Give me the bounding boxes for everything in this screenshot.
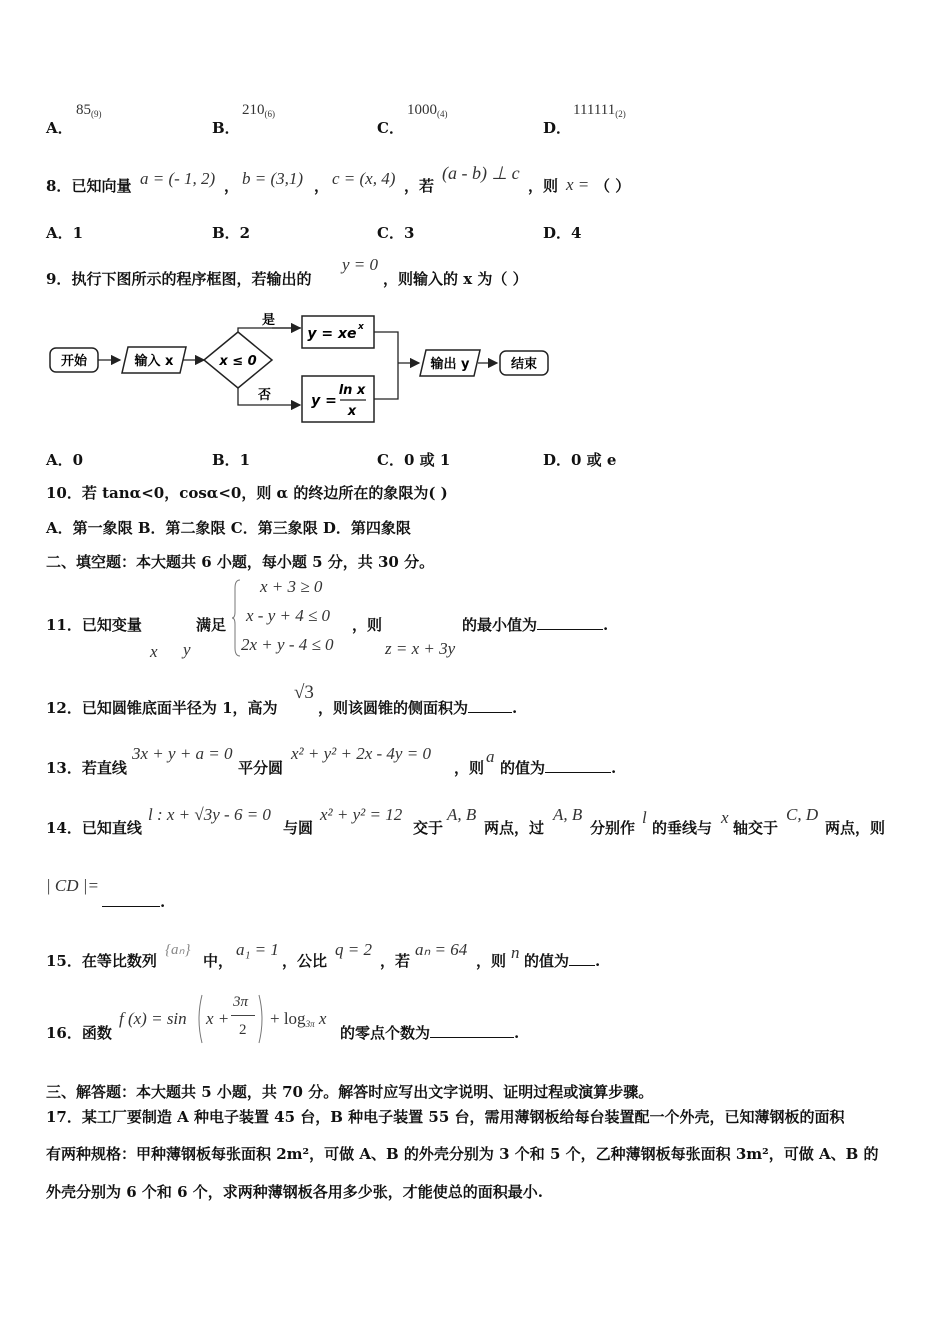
q8-option-b: B．2 [212, 224, 251, 242]
q8-number: 8． [46, 177, 72, 195]
q12-text2: ，则该圆锥的侧面积为 [318, 699, 469, 717]
q8-option-d: D．4 [543, 224, 582, 242]
q13-text3: ，则 [454, 759, 485, 777]
q9-y-eq: y = 0 [342, 255, 379, 274]
q12-text1: 12．已知圆锥底面半径为 1，高为 [46, 699, 278, 717]
q17-line-3: 外壳分别为 6 个和 6 个，求两种薄钢板各用多少张，才能使总的面积最小. [46, 1183, 543, 1201]
answer-blank[interactable] [468, 700, 512, 713]
flow-input-text: 输入 x [134, 354, 174, 369]
q16-frac-num: 3π [233, 994, 249, 1010]
flow-start-text: 开始 [60, 354, 88, 369]
q7-option-d-value: $111111_{(2)}$ [573, 102, 626, 119]
flow-output [420, 350, 480, 376]
flow-no-label: 否 [258, 388, 272, 403]
q11-objective: z = x + 3y [385, 639, 456, 658]
q9-number: 9． [46, 270, 72, 288]
q11-text3: ，则 [352, 616, 383, 634]
q8-vector-a: a = (- 1, 2) [140, 169, 216, 188]
q11-number: 11． [46, 616, 82, 634]
q13-text2: 平分圆 [238, 759, 284, 777]
q14-abs-cd: | CD |= [46, 876, 99, 895]
q14-circle: x² + y² = 12 [320, 805, 403, 824]
q7-option-d-label: D． [543, 119, 572, 137]
q11-text1: 已知变量 [81, 616, 142, 634]
flow-end [500, 351, 548, 375]
q7-option-c-label: C． [377, 119, 404, 137]
flow-no-box [302, 376, 374, 422]
q16-frac-den: 2 [239, 1022, 247, 1038]
answer-blank[interactable] [430, 1025, 514, 1038]
q8-paren: （ ） [595, 177, 631, 195]
q10-options: A．第一象限 B．第二象限 C．第三象限 D．第四象限 [46, 519, 411, 537]
q14-cd: C, D [786, 805, 819, 824]
q16-function: f (x) = sin [119, 1009, 187, 1028]
q11-text2: 满足 [196, 616, 227, 634]
flow-no-numerator: ln x [338, 383, 366, 398]
q17-line-1: 17．某工厂要制造 A 种电子装置 45 台，B 种电子装置 55 台，需用薄钢板给每台装置配一个外壳，已知薄钢板的面积 [46, 1108, 845, 1126]
flow-end-text: 结束 [510, 357, 538, 372]
q16-end: . [514, 1024, 520, 1042]
flow-no-denominator: x [347, 404, 357, 419]
flowchart [46, 308, 556, 428]
q8-if: ，若 [404, 177, 435, 195]
q11-constraint-2: x - y + 4 ≤ 0 [246, 606, 331, 625]
q12-end: . [512, 699, 518, 717]
q11-var-x: x [150, 642, 158, 661]
q14-text7: 轴交于 [733, 819, 779, 837]
answer-blank[interactable] [102, 894, 160, 907]
q11-constraint-1: x + 3 ≥ 0 [260, 577, 323, 596]
flow-output-text: 输出 y [430, 357, 470, 372]
q7-option-a-label: A． [46, 119, 73, 137]
q15-ratio: q = 2 [335, 940, 372, 959]
flow-decision-text: x ≤ 0 [219, 354, 257, 369]
q14-text5: 分别作 [590, 819, 636, 837]
q14-text4: 两点，过 [484, 819, 545, 837]
flow-input [122, 347, 186, 373]
q11-var-y: y [183, 640, 191, 659]
q9-option-b: B．1 [212, 451, 251, 469]
flow-arrow [374, 332, 398, 399]
answer-blank[interactable] [545, 760, 611, 773]
q9-text2: ，则输入的 x 为（ ） [383, 270, 528, 288]
flow-yes-exponent: x [358, 322, 364, 332]
q8-condition: (a - b) ⊥ c [442, 163, 520, 183]
q13-end: . [611, 759, 617, 777]
q7-option-b-label: B． [212, 119, 240, 137]
q13-circle: x² + y² + 2x - 4y = 0 [291, 744, 431, 763]
q14-text1: 14．已知直线 [46, 819, 142, 837]
q16-inner: x + [206, 1009, 230, 1028]
q11-constraint-3: 2x + y - 4 ≤ 0 [241, 635, 334, 654]
q8-lead: 已知向量 [71, 177, 132, 195]
q14-ab: A, B [447, 805, 477, 824]
q13-text1: 13．若直线 [46, 759, 127, 777]
q14-line: l : x + √3y - 6 = 0 [148, 805, 271, 824]
q13-line: 3x + y + a = 0 [132, 744, 233, 763]
flow-decision [204, 332, 272, 388]
q16-frac-bar [231, 1015, 255, 1016]
q7-option-c-value: $1000_{(4)}$ [407, 102, 448, 119]
q9-option-a: A．0 [46, 451, 84, 469]
q10-text: 10．若 tanα<0，cosα<0，则 α 的终边所在的象限为( ) [46, 484, 448, 502]
q7-option-a-value: $85_{(9)}$ [76, 102, 102, 119]
q15-sequence: {aₙ} [165, 942, 191, 958]
q14-ab-2: A, B [553, 805, 583, 824]
q14-text8: 两点，则 [825, 819, 886, 837]
flow-yes-box [302, 316, 374, 348]
section-2-heading: 二、填空题：本大题共 6 小题，每小题 5 分，共 30 分。 [46, 553, 435, 571]
q15-text2: 中， [203, 952, 234, 970]
q11-end: . [603, 616, 609, 634]
q9-text1: 执行下图所示的程序框图，若输出的 [71, 270, 312, 288]
q8-option-c: C．3 [377, 224, 415, 242]
flow-no-lhs: y = [311, 393, 337, 409]
flow-yes-formula: y = xe [307, 326, 357, 342]
q16-log: + $\log_{3\pi} x$ [270, 1009, 327, 1029]
flow-start [50, 348, 98, 372]
q8-vector-b: b = (3,1) [242, 169, 304, 188]
q16-text1: 16．函数 [46, 1024, 112, 1042]
q13-a: a [486, 747, 495, 766]
q16-text2: 的零点个数为 [340, 1024, 431, 1042]
answer-blank[interactable] [537, 617, 603, 630]
q14-x: x [721, 808, 729, 827]
q11-text4: 的最小值为 [462, 616, 538, 634]
q15-an: aₙ = 64 [415, 940, 468, 959]
q14-end: . [160, 893, 166, 911]
q15-text3: ，公比 [282, 952, 328, 970]
answer-blank[interactable] [569, 953, 595, 966]
q9-option-c: C．0 或 1 [377, 451, 451, 469]
q15-text4: ，若 [380, 952, 411, 970]
q17-line-2: 有两种规格：甲种薄钢板每张面积 2m²，可做 A、B 的外壳分别为 3 个和 5 个，乙种薄钢板每张面积 3m²，可做 A、B 的 [46, 1145, 879, 1163]
q15-text5: ，则 [476, 952, 507, 970]
q8-vector-c: c = (x, 4) [332, 169, 396, 188]
q14-l: l [642, 808, 647, 827]
q8-x-eq: x = [566, 175, 590, 194]
q12-sqrt: √3 [294, 682, 314, 703]
q9-option-d: D．0 或 e [543, 451, 617, 469]
q8-then: ，则 [528, 177, 559, 195]
q16-left-paren [195, 994, 203, 1044]
q8-option-a: A．1 [46, 224, 84, 242]
q7-option-b-value: $210_{(6)}$ [242, 102, 275, 119]
q15-n: n [511, 943, 520, 962]
q16-right-paren [258, 994, 266, 1044]
q15-a1: a₁ = 1 [236, 940, 279, 959]
q14-text6: 的垂线与 [652, 819, 713, 837]
q13-text4: 的值为 [500, 759, 546, 777]
q15-text1: 15．在等比数列 [46, 952, 157, 970]
q15-text6: 的值为 [524, 952, 570, 970]
q15-end: . [595, 952, 601, 970]
section-3-heading: 三、解答题：本大题共 5 小题，共 70 分。解答时应写出文字说明、证明过程或演算步骤。 [46, 1083, 654, 1101]
q14-text2: 与圆 [283, 819, 314, 837]
q14-text3: 交于 [413, 819, 444, 837]
flow-yes-label: 是 [262, 313, 276, 328]
